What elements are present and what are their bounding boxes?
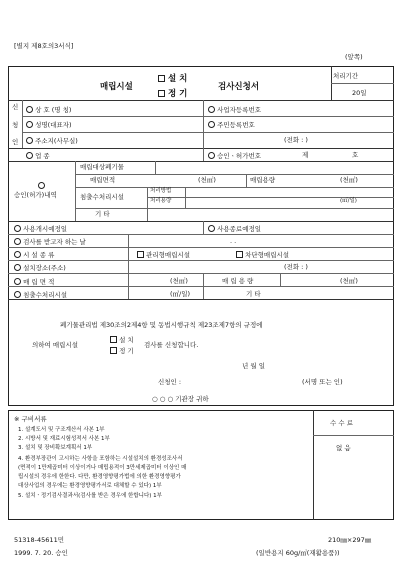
facility-type-label: 시 설 종 류 (14, 251, 54, 259)
approval-other-label: 기 타 (95, 210, 110, 218)
declaration-date: 년 월 일 (242, 362, 265, 370)
checkbox-decl-install[interactable] (110, 336, 117, 343)
checkbox-blocked[interactable] (236, 251, 243, 258)
page-side: (앞쪽) (345, 53, 363, 61)
processing-period-label: 처리기간 (333, 72, 359, 80)
processing-period-value: 20일 (352, 89, 367, 97)
representative-name-label: 성명(대표자) (26, 121, 72, 129)
addressee: ○ ○ ○ 기관장 귀하 (152, 395, 209, 403)
footer-paper-size: 210㎜×297㎜ (328, 536, 372, 544)
approval-section-marker (38, 182, 45, 190)
checkbox-decl-regular[interactable] (110, 347, 117, 354)
location-label: 설치장소(주소) (14, 264, 66, 272)
declaration-option-install[interactable]: 설 치 (110, 336, 134, 344)
checkbox-install[interactable] (158, 75, 165, 82)
approval-capacity-unit: (㎥/일) (340, 198, 357, 204)
documents-heading: ※ 구비서류 (14, 415, 47, 423)
office-address-label: 주소지(사무실) (26, 137, 78, 145)
leachate-unit: (㎥/일) (170, 290, 191, 298)
declaration-option-regular[interactable]: 정 기 (110, 347, 134, 355)
document-item: 2. 시방서 및 재료시험성적서 사본 1부 (18, 436, 110, 442)
document-item: 립시설의 경우에 한한다. 다만, 환경영향평가법에 의한 환경영향평가 (18, 474, 181, 480)
approval-capacity-label: 처리용량 (150, 198, 172, 204)
document-item: 5. 설치ㆍ정기검사결과서(검사를 받은 경우에 한합니다) 1부 (18, 493, 162, 499)
footer-code: 51318-45611민 (14, 536, 64, 544)
fill-area-label: 매 립 면 적 (14, 278, 54, 286)
leachate-label: 침출수처리시설 (14, 291, 67, 299)
fee-value: 없 음 (336, 444, 351, 452)
inspection-date-dots: . . (230, 237, 237, 245)
fee-label: 수 수 료 (330, 419, 353, 427)
inspection-date-label: 검사를 받고자 하는 날 (14, 238, 86, 246)
document-item: 1. 설계도서 및 구조계산서 사본 1부 (18, 427, 105, 433)
signature-note: (서명 또는 인) (302, 378, 343, 386)
waste-type-label: 매립대상폐기물 (80, 163, 124, 171)
applicant-side-2: 청 (12, 121, 19, 129)
approval-number-suffix: 호 (352, 151, 359, 159)
approval-section-label: 승인(허가)내역 (14, 191, 57, 199)
approval-area-label: 매립면적 (90, 176, 116, 184)
facility-type-blocked[interactable]: 차단형매립시설 (236, 251, 289, 259)
applicant-side-3: 인 (12, 138, 19, 146)
location-phone: (전화 : ) (284, 263, 308, 271)
approval-area-unit: (천㎡) (198, 176, 216, 184)
footer-approval-date: 1999. 7. 20. 승인 (14, 549, 68, 557)
row-other-label: 기 타 (246, 290, 261, 298)
document-item: 대상사업의 경우에는 환경영향평가서로 대체할 수 있다) 1부 (18, 483, 162, 489)
document-item: 3. 설치 및 장비확보계획서 1부 (18, 445, 93, 451)
approval-volume-unit: (천㎥) (340, 176, 358, 184)
declaration-text-2a: 의하여 매립시설 (32, 341, 79, 349)
checkbox-regular[interactable] (158, 90, 165, 97)
document-item: (면적이 1만제곱미터 이상이거나 매립용적이 3만세제곱미터 이상인 매 (18, 465, 187, 471)
checkbox-managed[interactable] (137, 251, 144, 258)
office-phone-label: (전화 : ) (284, 136, 308, 144)
approval-number-prefix: 제 (302, 151, 309, 159)
usage-end-label: 사용종료예정일 (208, 225, 261, 233)
title-prefix: 매립시설 (100, 82, 133, 92)
resident-number-label: 주민등록번호 (208, 121, 255, 129)
approval-number-label: 승인ㆍ허가번호 (208, 152, 261, 160)
company-name-label: 상 호 (명 칭) (26, 106, 71, 114)
usage-start-label: 사용개시예정일 (14, 225, 67, 233)
declaration-text-2b: 검사를 신청합니다. (144, 341, 199, 349)
business-type-label: 업 종 (26, 152, 50, 160)
title-option-install[interactable]: 설 치 (158, 75, 187, 84)
fill-volume-unit: (천㎥) (340, 277, 358, 285)
fill-area-unit: (천㎡) (170, 277, 188, 285)
form-body (8, 66, 394, 406)
applicant-sign-label: 신청인 : (158, 378, 182, 386)
facility-type-managed[interactable]: 관리형매립시설 (137, 251, 190, 259)
approval-leachate-label: 침출수처리시설 (80, 193, 124, 201)
title-option-regular[interactable]: 정 기 (158, 90, 187, 99)
footer-paper-type: (일반용지 60g/㎡(재활용품)) (256, 549, 340, 557)
approval-method-label: 처리방법 (150, 188, 172, 194)
form-number: [별지 제8호의3서식] (14, 42, 74, 50)
title-suffix: 검사신청서 (218, 82, 260, 92)
applicant-side-1: 신 (12, 103, 19, 111)
document-item: 4. 환경부장관이 고시하는 사항을 포함하는 시설설치의 환경성조사서 (18, 456, 183, 462)
business-number-label: 사업자등록번호 (208, 106, 261, 114)
fill-volume-label: 매 립 용 량 (222, 277, 254, 285)
declaration-text-1: 폐기물관리법 제30조의2제4항 및 동법시행규칙 제23조제7항의 규정에 (60, 321, 263, 329)
approval-volume-label: 매립용량 (250, 176, 276, 184)
